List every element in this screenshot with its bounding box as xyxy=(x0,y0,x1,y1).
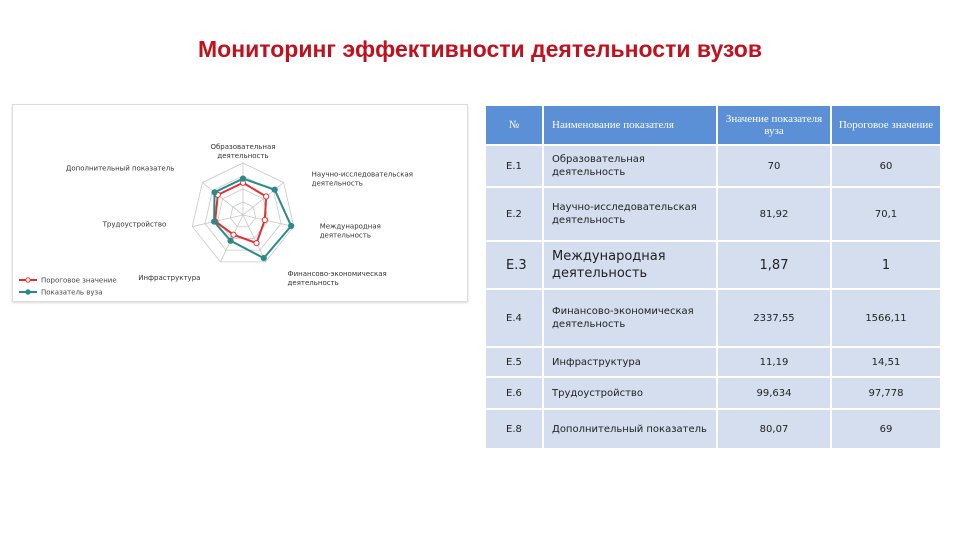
row-code: E.1 xyxy=(486,146,544,186)
table-body xyxy=(486,146,942,448)
row-indicator-name: Международная деятельность xyxy=(544,242,718,288)
radar-point xyxy=(231,232,236,237)
radar-point xyxy=(261,256,266,261)
row-threshold-value: 60 xyxy=(832,146,942,186)
row-indicator-name: Финансово-экономическая деятельность xyxy=(544,290,718,346)
row-code: E.3 xyxy=(486,242,544,288)
row-threshold-value: 1566,11 xyxy=(832,290,942,346)
row-code: E.4 xyxy=(486,290,544,346)
header-number: № xyxy=(486,106,544,144)
row-indicator-name: Инфраструктура xyxy=(544,348,718,376)
radar-axis-label: Дополнительный показатель xyxy=(65,164,175,173)
radar-axis-label: Инфраструктура xyxy=(138,273,201,282)
row-code: E.2 xyxy=(486,188,544,240)
row-threshold-value: 14,51 xyxy=(832,348,942,376)
row-university-value: 81,92 xyxy=(718,188,832,240)
row-code: E.6 xyxy=(486,378,544,408)
indicator-table xyxy=(486,104,942,450)
row-university-value: 70 xyxy=(718,146,832,186)
row-indicator-name: Образовательная деятельность xyxy=(544,146,718,186)
radar-axis-label: деятельность xyxy=(319,231,371,240)
slide-title: Мониторинг эффективности деятельности вузов xyxy=(198,36,762,62)
radar-point xyxy=(212,190,217,195)
row-university-value: 11,19 xyxy=(718,348,832,376)
row-university-value: 80,07 xyxy=(718,410,832,448)
radar-axis-label: деятельность xyxy=(217,152,269,160)
radar-axis-label: деятельность xyxy=(311,179,363,188)
radar-point xyxy=(212,219,217,224)
table-row xyxy=(486,242,942,288)
radar-chart xyxy=(13,105,467,301)
row-university-value: 1,87 xyxy=(718,242,832,288)
row-indicator-name: Трудоустройство xyxy=(544,378,718,408)
row-university-value: 2337,55 xyxy=(718,290,832,346)
radar-point xyxy=(228,238,233,243)
table-row xyxy=(486,290,942,346)
row-university-value: 99,634 xyxy=(718,378,832,408)
radar-point xyxy=(262,217,267,222)
row-threshold-value: 70,1 xyxy=(832,188,942,240)
radar-point xyxy=(254,241,259,246)
header-threshold-value: Пороговое значение xyxy=(832,106,942,144)
header-indicator-name: Наименование показателя xyxy=(544,106,718,144)
radar-point xyxy=(264,194,269,199)
radar-axis-label: Научно-исследовательская xyxy=(311,170,413,179)
row-threshold-value: 97,778 xyxy=(832,378,942,408)
radar-point xyxy=(272,187,277,192)
radar-axis-label: Образовательная xyxy=(210,143,276,151)
row-threshold-value: 69 xyxy=(832,410,942,448)
radar-axis-label: деятельность xyxy=(287,278,339,287)
header-university-value: Значение показателя вуза xyxy=(718,106,832,144)
indicator-table-wrap xyxy=(486,104,942,450)
legend-label: Показатель вуза xyxy=(41,288,103,297)
radar-point xyxy=(289,223,294,228)
row-indicator-name: Научно-исследовательская деятельность xyxy=(544,188,718,240)
table-row xyxy=(486,188,942,240)
legend-marker xyxy=(26,278,30,282)
row-threshold-value: 1 xyxy=(832,242,942,288)
table-row xyxy=(486,378,942,408)
radar-axis-label: Международная xyxy=(319,222,381,231)
radar-chart-panel xyxy=(12,104,468,302)
table-row xyxy=(486,410,942,448)
legend-label: Пороговое значение xyxy=(41,276,117,285)
radar-point xyxy=(240,176,245,181)
radar-axis-label: Трудоустройство xyxy=(102,220,167,229)
row-indicator-name: Дополнительный показатель xyxy=(544,410,718,448)
table-row xyxy=(486,146,942,186)
table-header-row xyxy=(486,106,942,144)
radar-axis-label: Финансово-экономическая xyxy=(287,269,387,278)
legend-marker xyxy=(26,290,30,294)
row-code: E.5 xyxy=(486,348,544,376)
row-code: E.8 xyxy=(486,410,544,448)
table-row xyxy=(486,348,942,376)
